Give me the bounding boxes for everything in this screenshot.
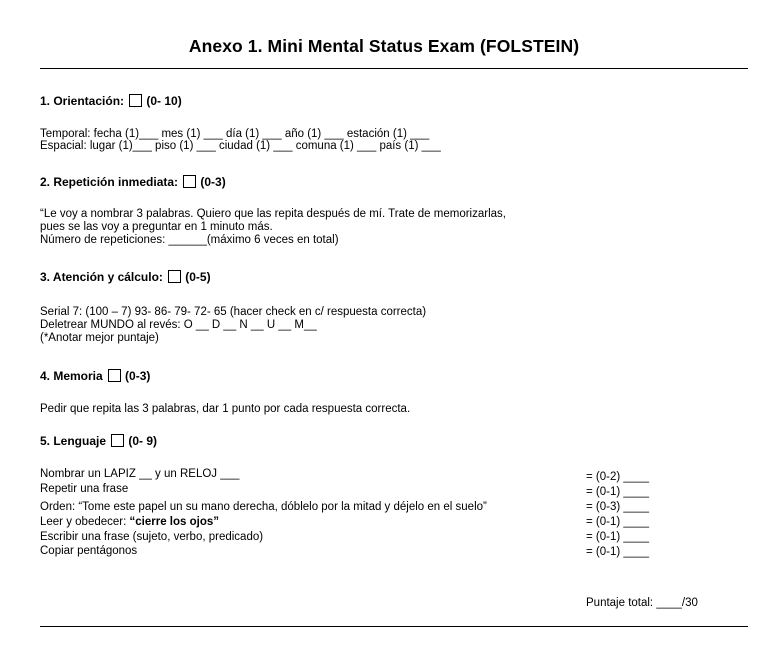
s5-item-5: Escribir una frase (sujeto, verbo, predicado) bbox=[40, 531, 264, 543]
s5-item-2-score: = (0-1) ____ bbox=[586, 486, 649, 498]
section-2-score-box[interactable] bbox=[183, 175, 196, 188]
section-2-heading bbox=[40, 175, 226, 189]
section-3-score-box[interactable] bbox=[168, 270, 181, 283]
section-1-score-box[interactable] bbox=[129, 94, 142, 107]
s3-line-3: (*Anotar mejor puntaje) bbox=[40, 332, 159, 344]
section-2-title: 2. Repetición inmediata: bbox=[40, 175, 179, 189]
section-1-range: (0- 10) bbox=[146, 94, 182, 108]
s2-line-1: “Le voy a nombrar 3 palabras. Quiero que las repita después de mí. Trate de memorizarlas, bbox=[40, 208, 506, 220]
section-4-score-box[interactable] bbox=[108, 369, 121, 382]
s5-item-4 bbox=[40, 516, 219, 528]
s3-line-1: Serial 7: (100 – 7) 93- 86- 79- 72- 65 (hacer check en c/ respuesta correcta) bbox=[40, 306, 427, 318]
s3-line-2: Deletrear MUNDO al revés: O __ D __ N __ U __ M__ bbox=[40, 319, 317, 331]
section-3-title: 3. Atención y cálculo: bbox=[40, 270, 163, 284]
s2-line-2: pues se las voy a preguntar en 1 minuto más. bbox=[40, 221, 273, 233]
s5-item-6-score: = (0-1) ____ bbox=[586, 546, 649, 558]
s5-item-6: Copiar pentágonos bbox=[40, 545, 138, 557]
s4-line-1: Pedir que repita las 3 palabras, dar 1 punto por cada respuesta correcta. bbox=[40, 403, 411, 415]
total-score: Puntaje total: ____/30 bbox=[586, 597, 698, 609]
s5-item-1: Nombrar un LAPIZ __ y un RELOJ ___ bbox=[40, 468, 240, 480]
section-5-heading bbox=[40, 434, 157, 448]
section-3-heading bbox=[40, 270, 211, 284]
s1-line-temporal: Temporal: fecha (1)___ mes (1) ___ día (1) ___ año (1) ___ estación (1) ___ bbox=[40, 128, 430, 140]
top-divider bbox=[40, 68, 748, 69]
s5-item-4-score: = (0-1) ____ bbox=[586, 516, 649, 528]
s5-item-2: Repetir una frase bbox=[40, 483, 129, 495]
document-title: Anexo 1. Mini Mental Status Exam (FOLSTEIN) bbox=[188, 36, 580, 56]
section-4-heading bbox=[40, 369, 150, 383]
s1-line-espacial: Espacial: lugar (1)___ piso (1) ___ ciudad (1) ___ comuna (1) ___ país (1) ___ bbox=[40, 140, 441, 152]
section-1-title: 1. Orientación: bbox=[40, 94, 125, 108]
bottom-divider bbox=[40, 626, 748, 627]
section-4-range: (0-3) bbox=[125, 369, 151, 383]
section-5-title: 5. Lenguaje bbox=[40, 434, 107, 448]
s5-item-4-label: Leer y obedecer: bbox=[40, 516, 130, 528]
s5-item-4-command: “cierre los ojos” bbox=[129, 516, 219, 528]
section-1-heading bbox=[40, 94, 182, 108]
s2-line-3: Número de repeticiones: ______(máximo 6 veces en total) bbox=[40, 234, 339, 246]
section-3-range: (0-5) bbox=[185, 270, 211, 284]
s5-item-1-score: = (0-2) ____ bbox=[586, 471, 649, 483]
section-4-title: 4. Memoria bbox=[40, 369, 103, 383]
section-5-range: (0- 9) bbox=[128, 434, 158, 448]
section-2-range: (0-3) bbox=[200, 175, 226, 189]
s5-item-3: Orden: “Tome este papel un su mano derecha, dóblelo por la mitad y déjelo en el suelo” bbox=[40, 501, 487, 513]
s5-item-5-score: = (0-1) ____ bbox=[586, 531, 649, 543]
s5-item-3-score: = (0-3) ____ bbox=[586, 501, 649, 513]
section-5-score-box[interactable] bbox=[111, 434, 124, 447]
